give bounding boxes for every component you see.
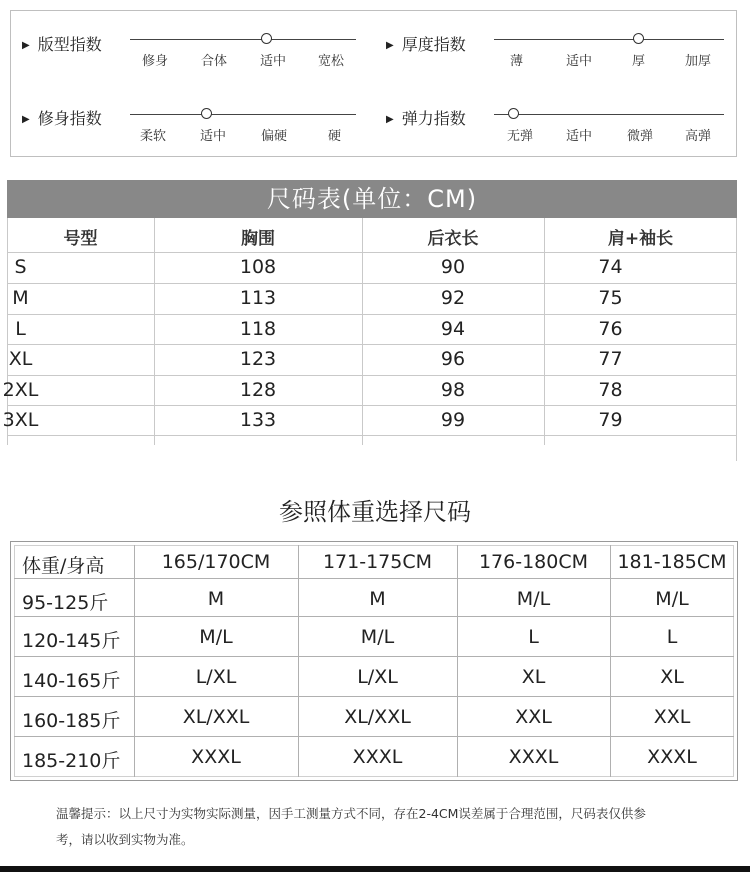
size-chart-header: 号型	[63, 229, 98, 249]
size-note-line-1: 温馨提示：以上尺寸为实物实际测量，因手工测量方式不同，存在2-4CM误差属于合理范围，尺码表仅供参	[56, 806, 646, 821]
size-chart-title: 尺码表(单位：CM)	[7, 180, 737, 218]
fit-index-tick-label: 偏硬	[261, 129, 288, 144]
weight-table-cell: M/L	[655, 588, 689, 610]
size-chart-cell: 74	[598, 256, 623, 278]
grid-row-line	[7, 405, 737, 406]
size-chart-cell: 76	[598, 318, 623, 340]
fit-index-tick-label: 修身	[142, 54, 169, 69]
fit-index-tick-label: 硬	[328, 129, 342, 144]
fit-index-title	[22, 106, 102, 129]
grid-row-line	[7, 283, 737, 284]
fit-index-scale-line	[494, 39, 724, 40]
weight-table-cell: L/XL	[357, 666, 398, 688]
fit-index-name: 厚度指数	[401, 35, 466, 54]
weight-table-cell: M/L	[516, 588, 551, 610]
weight-table-header: 165/170CM	[161, 551, 271, 573]
size-chart-cell: 98	[440, 379, 466, 401]
weight-table-header: 体重/身高	[22, 555, 105, 577]
fit-index-name: 版型指数	[37, 35, 102, 54]
size-chart-cell: 96	[440, 348, 466, 370]
size-chart-cell: 113	[239, 287, 277, 309]
size-chart-cell: 92	[440, 287, 466, 309]
fit-index-scale-line	[494, 114, 724, 115]
fit-index-scale-line	[130, 39, 356, 40]
play-arrow-icon: ▶	[386, 114, 394, 125]
weight-table-cell: L	[528, 626, 539, 648]
size-chart-cell: 78	[598, 379, 623, 401]
weight-row-label: 120-145斤	[22, 630, 121, 652]
play-arrow-icon: ▶	[22, 40, 30, 51]
grid-row-line	[7, 435, 737, 436]
fit-index-scale-line	[130, 114, 356, 115]
fit-index-title	[22, 32, 102, 55]
weight-table-cell: XXL	[653, 706, 691, 728]
size-chart-cell: S	[14, 256, 27, 278]
size-chart-cell: 79	[598, 409, 623, 431]
weight-size-table	[10, 541, 738, 781]
weight-grid-column-line	[134, 545, 135, 777]
fit-index-tick-label: 柔软	[140, 129, 167, 144]
weight-table-cell: M	[207, 588, 225, 610]
weight-table-cell: M/L	[199, 626, 233, 648]
grid-row-line	[7, 375, 737, 376]
size-chart-header: 胸围	[241, 229, 275, 249]
fit-index-name: 修身指数	[37, 109, 102, 128]
grid-row-line	[7, 344, 737, 345]
size-chart-cell: 77	[598, 348, 623, 370]
fit-index-tick-label: 无弹	[507, 129, 534, 144]
fit-index-title	[386, 106, 466, 129]
fit-index-tick-label: 适中	[200, 129, 227, 144]
weight-table-header: 176-180CM	[478, 551, 589, 573]
fit-index-marker-icon	[633, 33, 644, 44]
size-chart-cell: 94	[440, 318, 466, 340]
play-arrow-icon: ▶	[386, 40, 394, 51]
fit-index-marker-icon	[508, 108, 519, 119]
play-arrow-icon: ▶	[22, 114, 30, 125]
weight-table-cell: M/L	[360, 626, 395, 648]
weight-grid-column-line	[457, 545, 458, 777]
fit-index-tick-label: 适中	[260, 54, 287, 69]
weight-row-label: 95-125斤	[22, 592, 109, 614]
fit-index-marker-icon	[261, 33, 272, 44]
weight-table-cell: XXXL	[647, 746, 697, 768]
fit-index-tick-label: 适中	[566, 54, 593, 69]
weight-table-inner-border	[14, 545, 734, 777]
fit-index-name: 弹力指数	[401, 109, 466, 128]
size-chart-cell: 2XL	[2, 379, 39, 401]
weight-table-header: 171-175CM	[322, 551, 433, 573]
fit-index-title	[386, 32, 466, 55]
size-chart	[2, 180, 737, 452]
fit-index-tick-label: 高弹	[685, 129, 712, 144]
weight-grid-row-line	[14, 696, 734, 697]
weight-table-cell: XL/XXL	[182, 706, 250, 728]
grid-row-line	[7, 314, 737, 315]
size-note	[56, 801, 706, 853]
weight-table-cell: XL	[521, 666, 546, 688]
size-chart-cell: 99	[440, 409, 466, 431]
size-chart-cell: 3XL	[2, 409, 39, 431]
weight-grid-column-line	[610, 545, 611, 777]
weight-grid-row-line	[14, 578, 734, 579]
size-chart-cell: 118	[239, 318, 277, 340]
size-chart-cell: 75	[598, 287, 623, 309]
bottom-bar	[0, 866, 750, 872]
fit-index-tick-label: 薄	[510, 54, 524, 69]
size-chart-cell: XL	[8, 348, 33, 370]
weight-table-cell: XXXL	[191, 746, 241, 768]
fit-index-tick-label: 微弹	[627, 129, 654, 144]
weight-grid-row-line	[14, 656, 734, 657]
grid-column-line	[736, 218, 737, 461]
size-chart-header: 后衣长	[427, 229, 479, 249]
size-chart-cell: 123	[239, 348, 277, 370]
weight-grid-column-line	[298, 545, 299, 777]
weight-row-label: 140-165斤	[22, 670, 121, 692]
fit-index-tick-label: 适中	[566, 129, 593, 144]
fit-index-marker-icon	[201, 108, 212, 119]
fit-index-tick-label: 宽松	[318, 54, 345, 69]
size-chart-cell: M	[12, 287, 29, 309]
weight-row-label: 185-210斤	[22, 750, 121, 772]
size-chart-cell: 90	[440, 256, 466, 278]
weight-table-cell: L	[666, 626, 678, 648]
weight-table-cell: XL/XXL	[344, 706, 411, 728]
weight-row-label: 160-185斤	[22, 710, 121, 732]
size-chart-cell: 133	[239, 409, 277, 431]
weight-grid-row-line	[14, 616, 734, 617]
size-chart-cell: 128	[239, 379, 277, 401]
weight-table-cell: XXL	[515, 706, 552, 728]
weight-grid-row-line	[14, 736, 734, 737]
weight-table-cell: XXXL	[508, 746, 559, 768]
size-note-line-2: 考，请以收到实物为准。	[56, 832, 194, 847]
fit-index-tick-label: 加厚	[685, 54, 712, 69]
weight-table-title: 参照体重选择尺码	[279, 498, 471, 526]
weight-table-cell: L/XL	[195, 666, 237, 688]
size-chart-cell: L	[15, 318, 26, 340]
fit-index-tick-label: 合体	[201, 54, 228, 69]
weight-table-cell: XL	[660, 666, 684, 688]
weight-table-cell: XXXL	[352, 746, 403, 768]
size-chart-cell: 108	[239, 256, 277, 278]
fit-index-tick-label: 厚	[632, 54, 646, 69]
grid-row-line	[7, 252, 737, 253]
weight-table-cell: M	[369, 588, 386, 610]
weight-table-header: 181-185CM	[617, 551, 727, 573]
size-chart-header: 肩+袖长	[607, 229, 674, 249]
